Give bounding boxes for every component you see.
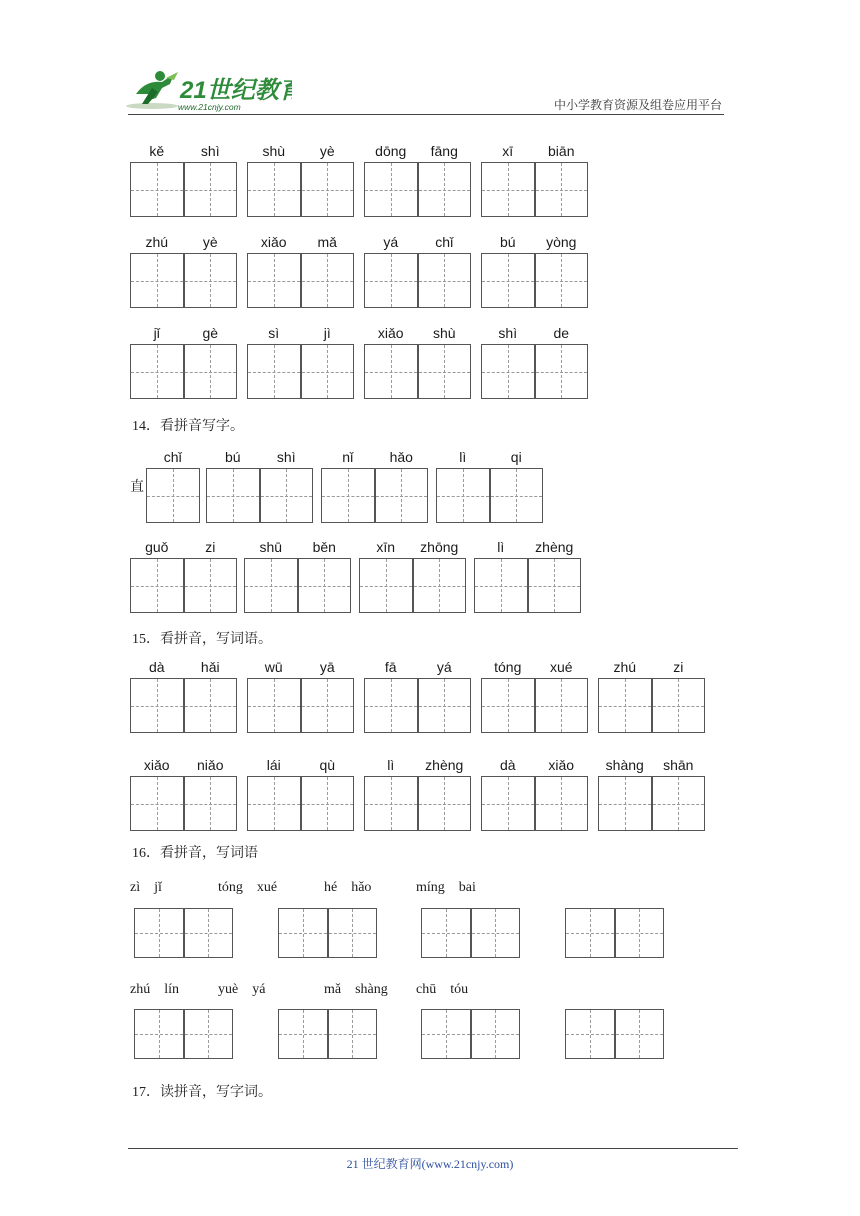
q15-title: 15．看拼音，写词语。	[132, 632, 272, 647]
pinyin-label: shì	[498, 325, 518, 341]
pinyin-label: xiǎo	[143, 757, 170, 773]
footer-divider	[128, 1148, 738, 1149]
tianzige-cell[interactable]	[130, 162, 184, 217]
pinyin-label: sì	[268, 325, 280, 341]
pinyin-label: lái	[266, 757, 281, 773]
cell-guide-vertical	[210, 679, 211, 732]
cell-guide-vertical	[444, 777, 445, 830]
q17-title: 17．读拼音，写字词。	[132, 1085, 272, 1100]
tianzige-cell[interactable]	[481, 344, 535, 399]
tianzige-cell[interactable]	[130, 253, 184, 308]
cell-guide-vertical	[210, 254, 211, 307]
tianzige-cell[interactable]	[598, 678, 652, 733]
cell-guide-vertical	[274, 345, 275, 398]
pinyin-label: chǐ	[435, 234, 454, 250]
cell-guide-vertical	[157, 163, 158, 216]
pinyin-label: wū	[264, 659, 283, 675]
tianzige-cell[interactable]	[535, 344, 589, 399]
cell-guide-vertical	[495, 909, 496, 957]
tianzige-cell[interactable]	[301, 678, 355, 733]
cell-guide-vertical	[271, 559, 272, 612]
tianzige-cell[interactable]	[130, 776, 184, 831]
cell-guide-vertical	[327, 777, 328, 830]
cell-guide-vertical	[401, 469, 402, 522]
cell-guide-vertical	[159, 1010, 160, 1058]
pinyin-label: yuè yá	[218, 982, 266, 997]
tianzige-cell[interactable]	[184, 558, 238, 613]
tianzige-cell[interactable]	[535, 776, 589, 831]
pinyin-label: hǎi	[200, 659, 220, 675]
cell-guide-vertical	[444, 679, 445, 732]
tianzige-cell[interactable]	[535, 678, 589, 733]
tianzige-cell[interactable]	[375, 468, 429, 523]
pinyin-label: zhèng	[535, 539, 574, 555]
cell-guide-vertical	[210, 777, 211, 830]
tianzige-cell[interactable]	[134, 1009, 184, 1059]
pinyin-label: nǐ	[342, 449, 354, 465]
cell-guide-vertical	[391, 163, 392, 216]
tianzige-cell[interactable]	[481, 776, 535, 831]
cell-guide-vertical	[508, 345, 509, 398]
pinyin-label: xiǎo	[377, 325, 404, 341]
cell-guide-vertical	[561, 254, 562, 307]
pinyin-label: chǐ	[163, 449, 182, 465]
pinyin-label: hé hǎo	[324, 880, 372, 895]
cell-guide-vertical	[208, 1010, 209, 1058]
tianzige-cell[interactable]	[474, 558, 528, 613]
tianzige-cell[interactable]	[244, 558, 298, 613]
pinyin-label: shū	[259, 539, 283, 555]
pinyin-label: shù	[432, 325, 456, 341]
cell-guide-vertical	[590, 909, 591, 957]
cell-guide-vertical	[508, 163, 509, 216]
runner-logo-icon	[122, 68, 292, 114]
tianzige-cell[interactable]	[364, 776, 418, 831]
pinyin-label: shàng	[605, 757, 644, 773]
cell-guide-vertical	[210, 163, 211, 216]
cell-guide-vertical	[561, 345, 562, 398]
pinyin-label: de	[553, 325, 570, 341]
pinyin-label: fāng	[430, 143, 458, 159]
tianzige-cell[interactable]	[364, 678, 418, 733]
tianzige-cell[interactable]	[418, 678, 472, 733]
tianzige-cell[interactable]	[418, 253, 472, 308]
pinyin-label: zhú	[613, 659, 637, 675]
pinyin-label: bú	[499, 234, 516, 250]
pinyin-label: tóng xué	[218, 880, 278, 895]
tianzige-cell[interactable]	[260, 468, 314, 523]
tianzige-cell[interactable]	[184, 678, 238, 733]
pinyin-label: lì	[387, 757, 395, 773]
cell-guide-vertical	[159, 909, 160, 957]
tianzige-cell[interactable]	[301, 253, 355, 308]
q14-title: 14．看拼音写字。	[132, 419, 244, 434]
tianzige-cell[interactable]	[364, 162, 418, 217]
cell-guide-vertical	[391, 254, 392, 307]
tianzige-cell[interactable]	[134, 908, 184, 958]
pinyin-label: yòng	[546, 234, 577, 250]
cell-guide-vertical	[561, 679, 562, 732]
tianzige-cell[interactable]	[652, 678, 706, 733]
pinyin-label: biān	[548, 143, 575, 159]
tianzige-cell[interactable]	[418, 344, 472, 399]
cell-guide-vertical	[352, 1010, 353, 1058]
tianzige-cell[interactable]	[481, 678, 535, 733]
tianzige-cell[interactable]	[615, 1009, 665, 1059]
pinyin-label: jǐ	[153, 325, 160, 341]
tianzige-cell[interactable]	[528, 558, 582, 613]
tianzige-cell[interactable]	[184, 253, 238, 308]
tianzige-cell[interactable]	[481, 253, 535, 308]
tianzige-cell[interactable]	[184, 776, 238, 831]
pinyin-label: míng bai	[416, 880, 476, 895]
pinyin-label: chū tóu	[416, 982, 469, 997]
pinyin-label: xī	[502, 143, 514, 159]
tianzige-cell[interactable]	[328, 908, 378, 958]
tianzige-cell[interactable]	[301, 162, 355, 217]
tianzige-cell[interactable]	[184, 1009, 234, 1059]
tianzige-cell[interactable]	[184, 162, 238, 217]
tianzige-cell[interactable]	[436, 468, 490, 523]
cell-guide-vertical	[446, 909, 447, 957]
tianzige-cell[interactable]	[418, 776, 472, 831]
cell-guide-vertical	[157, 345, 158, 398]
cell-guide-vertical	[173, 469, 174, 522]
tianzige-cell[interactable]	[298, 558, 352, 613]
pinyin-label: yè	[319, 143, 335, 159]
svg-text:21世纪教育: 21世纪教育	[180, 77, 292, 104]
cell-guide-vertical	[391, 345, 392, 398]
tianzige-cell[interactable]	[535, 253, 589, 308]
pinyin-label: hǎo	[389, 449, 413, 465]
site-logo	[122, 68, 292, 114]
tianzige-cell[interactable]	[418, 162, 472, 217]
svg-text:www.21cnjy.com: www.21cnjy.com	[178, 102, 241, 112]
cell-guide-vertical	[208, 909, 209, 957]
tianzige-cell[interactable]	[565, 908, 615, 958]
pinyin-label: xiǎo	[260, 234, 287, 250]
tianzige-cell[interactable]	[247, 776, 301, 831]
pinyin-label: zhú lín	[130, 982, 179, 997]
cell-guide-vertical	[516, 469, 517, 522]
cell-guide-vertical	[495, 1010, 496, 1058]
tianzige-cell[interactable]	[321, 468, 375, 523]
pinyin-label: lì	[459, 449, 467, 465]
pinyin-label: dōng	[375, 143, 407, 159]
pinyin-label: shān	[663, 757, 694, 773]
tianzige-cell[interactable]	[206, 468, 260, 523]
tianzige-cell[interactable]	[652, 776, 706, 831]
cell-guide-vertical	[439, 559, 440, 612]
pinyin-label: yá	[436, 659, 452, 675]
cell-guide-vertical	[561, 163, 562, 216]
cell-guide-vertical	[501, 559, 502, 612]
cell-guide-vertical	[639, 1010, 640, 1058]
tianzige-cell[interactable]	[481, 162, 535, 217]
pinyin-label: niǎo	[197, 757, 224, 773]
pinyin-label: xiǎo	[548, 757, 575, 773]
cell-guide-vertical	[274, 163, 275, 216]
pinyin-label: dà	[148, 659, 165, 675]
pinyin-label: yā	[319, 659, 335, 675]
cell-guide-vertical	[274, 679, 275, 732]
tianzige-cell[interactable]	[247, 344, 301, 399]
tianzige-cell[interactable]	[490, 468, 544, 523]
tianzige-cell[interactable]	[278, 1009, 328, 1059]
cell-guide-vertical	[157, 777, 158, 830]
cell-guide-vertical	[639, 909, 640, 957]
q16-title: 16．看拼音，写词语	[132, 846, 258, 861]
pinyin-label: tóng	[494, 659, 522, 675]
cell-guide-vertical	[508, 777, 509, 830]
tianzige-cell[interactable]	[615, 908, 665, 958]
pinyin-label: yè	[202, 234, 218, 250]
cell-guide-vertical	[210, 345, 211, 398]
cell-guide-vertical	[444, 345, 445, 398]
tianzige-cell[interactable]	[247, 253, 301, 308]
pinyin-label: zì jǐ	[130, 880, 162, 895]
tianzige-cell[interactable]	[130, 344, 184, 399]
tianzige-cell[interactable]	[364, 344, 418, 399]
tianzige-cell[interactable]	[359, 558, 413, 613]
cell-guide-vertical	[391, 777, 392, 830]
pinyin-label: jì	[323, 325, 331, 341]
pinyin-label: bú	[224, 449, 241, 465]
cell-guide-vertical	[554, 559, 555, 612]
pinyin-label: fā	[384, 659, 397, 675]
tianzige-cell[interactable]	[130, 678, 184, 733]
cell-guide-vertical	[352, 909, 353, 957]
pinyin-label: mǎ shàng	[324, 982, 388, 997]
pinyin-label: yá	[383, 234, 399, 250]
tianzige-cell[interactable]	[184, 908, 234, 958]
pinyin-label: zhèng	[425, 757, 464, 773]
pinyin-label: lì	[497, 539, 505, 555]
cell-guide-vertical	[303, 1010, 304, 1058]
pinyin-label: zhú	[145, 234, 169, 250]
cell-guide-vertical	[274, 254, 275, 307]
tianzige-cell[interactable]	[471, 908, 521, 958]
tianzige-cell[interactable]	[247, 678, 301, 733]
cell-guide-vertical	[210, 559, 211, 612]
cell-guide-vertical	[286, 469, 287, 522]
platform-name: 中小学教育资源及组卷应用平台	[553, 98, 722, 112]
cell-guide-vertical	[391, 679, 392, 732]
cell-guide-vertical	[157, 254, 158, 307]
cell-guide-vertical	[327, 163, 328, 216]
pinyin-label: shù	[262, 143, 286, 159]
pinyin-label: xīn	[376, 539, 396, 555]
pinyin-label: qi	[510, 449, 522, 465]
cell-guide-vertical	[324, 559, 325, 612]
pinyin-label: guǒ	[145, 539, 169, 555]
tianzige-cell[interactable]	[328, 1009, 378, 1059]
tianzige-cell[interactable]	[301, 344, 355, 399]
pinyin-label: kě	[149, 143, 165, 159]
q14-prefix-char: 直	[130, 480, 144, 495]
cell-guide-vertical	[303, 909, 304, 957]
cell-guide-vertical	[157, 679, 158, 732]
cell-guide-vertical	[157, 559, 158, 612]
cell-guide-vertical	[508, 254, 509, 307]
header-divider	[128, 114, 724, 115]
cell-guide-vertical	[444, 163, 445, 216]
tianzige-cell[interactable]	[301, 776, 355, 831]
cell-guide-vertical	[678, 777, 679, 830]
tianzige-cell[interactable]	[535, 162, 589, 217]
cell-guide-vertical	[348, 469, 349, 522]
cell-guide-vertical	[386, 559, 387, 612]
pinyin-label: zhōng	[420, 539, 459, 555]
cell-guide-vertical	[625, 777, 626, 830]
cell-guide-vertical	[508, 679, 509, 732]
pinyin-label: gè	[202, 325, 219, 341]
tianzige-cell[interactable]	[598, 776, 652, 831]
cell-guide-vertical	[444, 254, 445, 307]
pinyin-label: shì	[276, 449, 296, 465]
pinyin-label: zi	[205, 539, 216, 555]
cell-guide-vertical	[463, 469, 464, 522]
tianzige-cell[interactable]	[278, 908, 328, 958]
cell-guide-vertical	[233, 469, 234, 522]
tianzige-cell[interactable]	[413, 558, 467, 613]
cell-guide-vertical	[625, 679, 626, 732]
tianzige-cell[interactable]	[421, 1009, 471, 1059]
cell-guide-vertical	[590, 1010, 591, 1058]
pinyin-label: qù	[319, 757, 336, 773]
cell-guide-vertical	[327, 254, 328, 307]
tianzige-cell[interactable]	[184, 344, 238, 399]
cell-guide-vertical	[561, 777, 562, 830]
cell-guide-vertical	[678, 679, 679, 732]
tianzige-cell[interactable]	[421, 908, 471, 958]
footer-link[interactable]: 21 世纪教育网(www.21cnjy.com)	[346, 1157, 514, 1171]
pinyin-label: mǎ	[317, 234, 337, 250]
tianzige-cell[interactable]	[130, 558, 184, 613]
tianzige-cell[interactable]	[565, 1009, 615, 1059]
pinyin-label: xué	[549, 659, 573, 675]
pinyin-label: shì	[200, 143, 220, 159]
cell-guide-vertical	[327, 345, 328, 398]
pinyin-label: dà	[499, 757, 516, 773]
cell-guide-vertical	[446, 1010, 447, 1058]
cell-guide-vertical	[327, 679, 328, 732]
tianzige-cell[interactable]	[146, 468, 200, 523]
tianzige-cell[interactable]	[247, 162, 301, 217]
cell-guide-vertical	[274, 777, 275, 830]
tianzige-cell[interactable]	[364, 253, 418, 308]
pinyin-label: zi	[673, 659, 684, 675]
pinyin-label: běn	[312, 539, 336, 555]
tianzige-cell[interactable]	[471, 1009, 521, 1059]
